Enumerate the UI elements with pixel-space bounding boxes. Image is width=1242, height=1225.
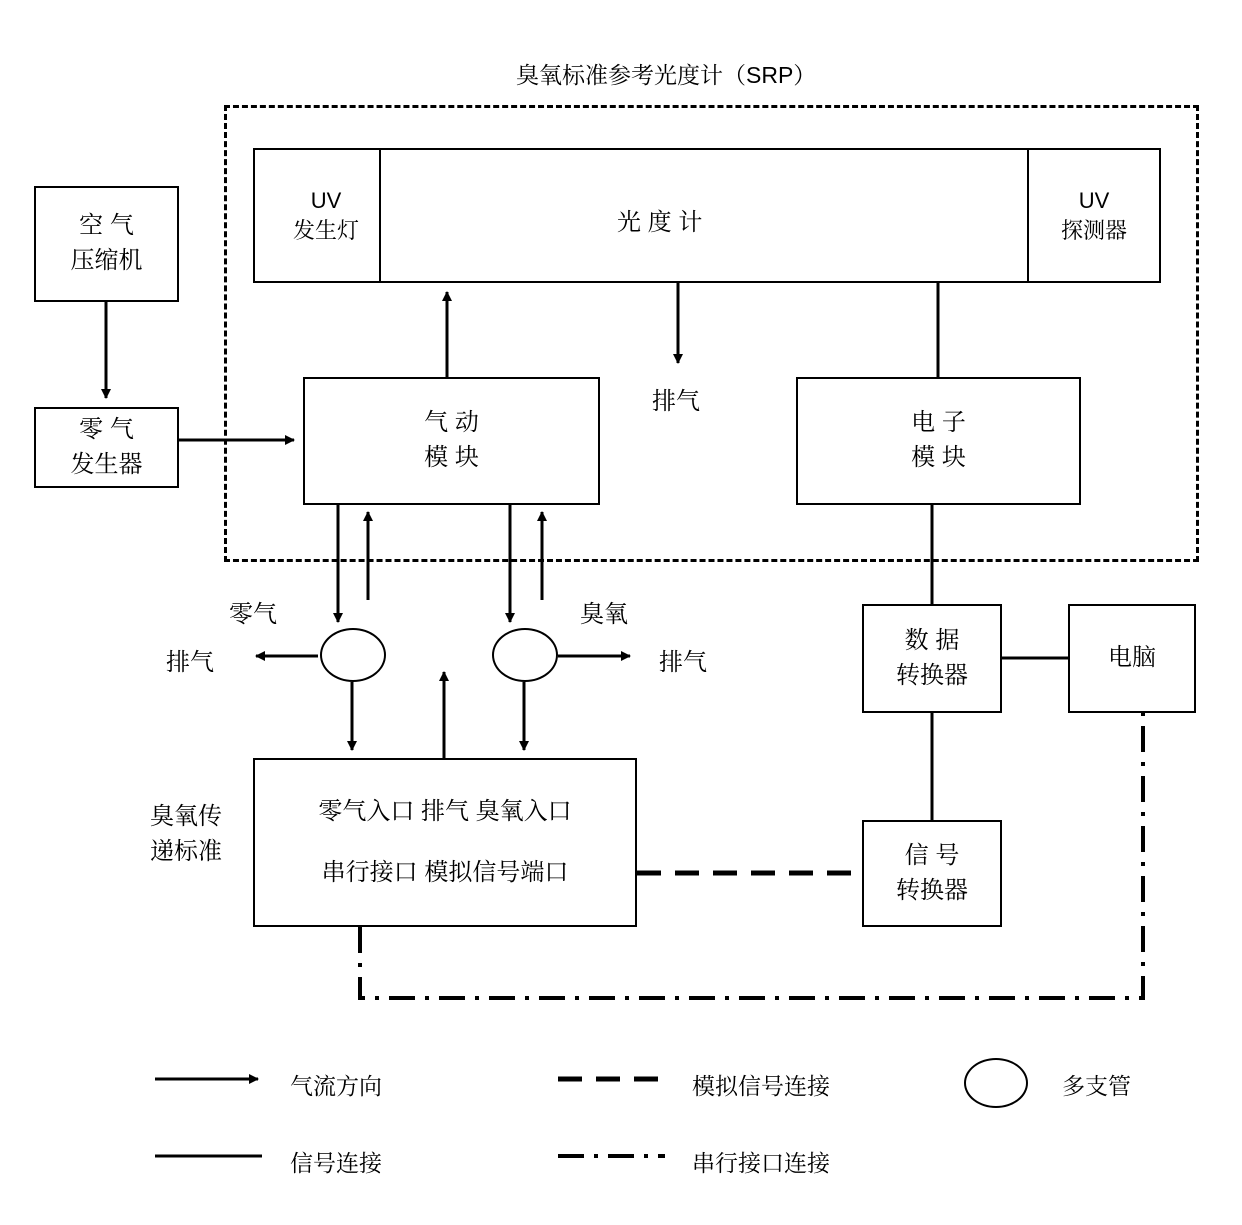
data-converter-line2: 转换器 (896, 661, 968, 689)
ozone-transfer-standard-node (253, 758, 637, 927)
legend-serial-label: 串行接口连接 (692, 1150, 830, 1176)
signal-converter-line2: 转换器 (896, 876, 968, 904)
signal-converter-node (862, 820, 1002, 927)
electronic-module-line2: 模 块 (911, 444, 966, 471)
exhaust-photometer-label: 排气 (652, 388, 700, 415)
photometer-assembly (253, 148, 1161, 283)
signal-converter-line1: 信 号 (904, 841, 960, 869)
data-converter-line1: 数 据 (904, 626, 960, 654)
legend-airflow-label: 气流方向 (290, 1073, 382, 1099)
data-converter-node (862, 604, 1002, 713)
exhaust-right-label: 排气 (659, 649, 707, 676)
pneumatic-module-line2: 模 块 (424, 444, 479, 471)
uv-lamp-divider (379, 148, 381, 283)
pneumatic-module-line1: 气 动 (424, 409, 479, 437)
legend-analog-label: 模拟信号连接 (692, 1073, 830, 1099)
manifold-circle-left (320, 628, 386, 682)
exhaust-left-label: 排气 (166, 649, 214, 676)
uv-detector-label (1043, 188, 1145, 245)
uv-detector-line1: UV (1078, 188, 1110, 213)
ozone-label: 臭氧 (580, 601, 628, 628)
uv-lamp-label (283, 188, 369, 245)
zero-air-label: 零气 (229, 601, 277, 628)
ots-side-label-line1: 臭氧传 (150, 803, 222, 830)
computer-node (1068, 604, 1196, 713)
uv-detector-divider (1027, 148, 1029, 283)
electronic-module-line1: 电 子 (911, 409, 966, 437)
pneumatic-module-node (303, 377, 600, 505)
ots-row1: 零气入口 排气 臭氧入口 (318, 797, 572, 825)
air-compressor-line1: 空 气 (79, 212, 134, 240)
uv-detector-line2: 探测器 (1060, 218, 1127, 243)
air-compressor-node (34, 186, 179, 302)
electronic-module-node (796, 377, 1081, 505)
photometer-label: 光 度 计 (617, 209, 703, 236)
legend-signal-label: 信号连接 (290, 1150, 382, 1176)
computer-label: 电脑 (1108, 644, 1156, 672)
air-compressor-line2: 压缩机 (70, 247, 143, 274)
zero-air-generator-line1: 零 气 (79, 415, 134, 443)
zero-air-generator-node (34, 407, 179, 488)
uv-lamp-line2: 发生灯 (292, 218, 359, 243)
ots-side-label (136, 796, 236, 866)
ots-row2: 串行接口 模拟信号端口 (321, 858, 569, 886)
manifold-circle-right (492, 628, 558, 682)
legend-manifold-label: 多支管 (1062, 1073, 1131, 1099)
zero-air-generator-line2: 发生器 (70, 450, 143, 478)
ots-side-label-line2: 递标准 (150, 838, 222, 865)
uv-lamp-line1: UV (310, 188, 342, 213)
legend-manifold-icon (964, 1058, 1028, 1108)
diagram-title: 臭氧标准参考光度计（SRP） (516, 62, 817, 88)
